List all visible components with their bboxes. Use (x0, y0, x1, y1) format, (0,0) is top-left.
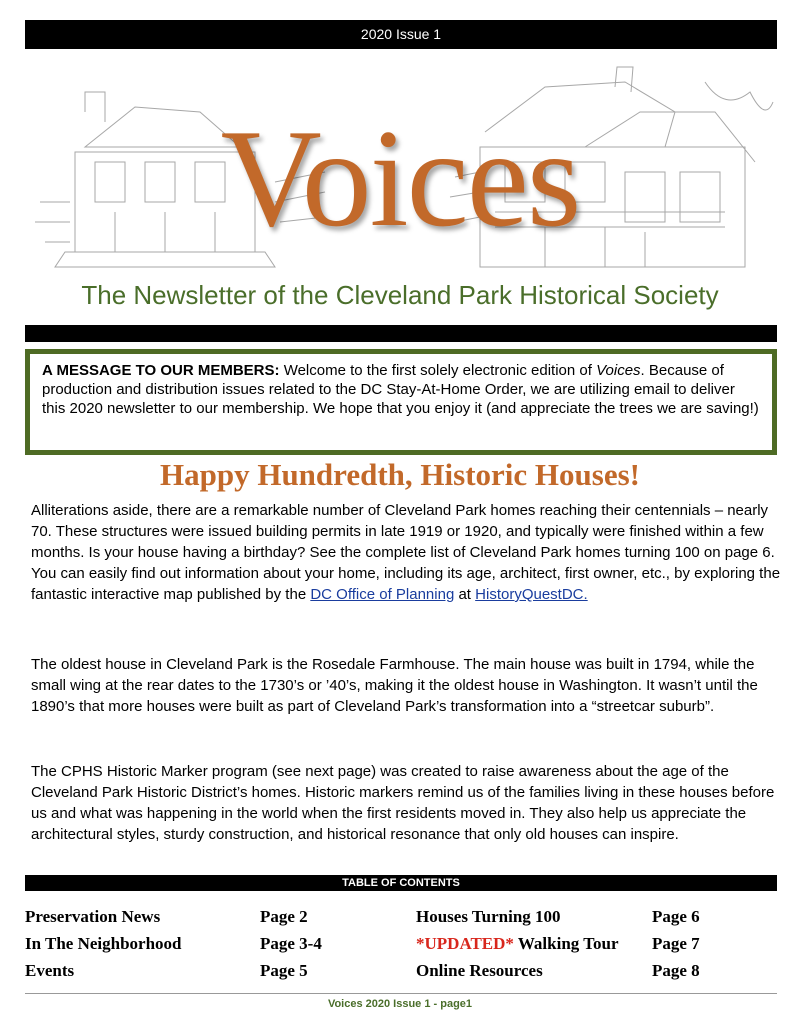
message-text-italic: Voices (596, 362, 641, 379)
article-paragraph-2: The oldest house in Cleveland Park is the Rosedale Farmhouse. The main house was built in 1794, while the small wing at the rear dates to the 1730’s or ’40’s, making it the oldest house in Washington. It wasn’t until the 1890’s that more houses were built as part of Cleveland Park’s transformation into a “streetcar suburb”. (31, 656, 758, 715)
toc-item-page: Page 8 (652, 961, 700, 980)
masthead-subtitle: The Newsletter of the Cleveland Park Historical Society (81, 280, 719, 310)
historyquestdc-link[interactable]: HistoryQuestDC. (475, 586, 588, 603)
toc-item-page: Page 7 (652, 934, 700, 953)
article-paragraph-3: The CPHS Historic Marker program (see next page) was created to raise awareness about the age of the Cleveland Park Historic District’s homes. Historic markers remind us of the families living in these houses before us and what was happening in the world when the first residents moved in. They also help us appreciate the architectural styles, sturdy construction, and historical resonance that only old houses can inspire. (31, 763, 775, 843)
toc-item-title: Online Resources (416, 961, 543, 980)
toc-item-page: Page 3-4 (260, 934, 322, 953)
message-text-start: Welcome to the first solely electronic edition of (283, 362, 592, 379)
toc-item-title (416, 933, 619, 955)
issue-banner (25, 20, 777, 49)
footer-divider (25, 993, 777, 994)
article-headline: Happy Hundredth, Historic Houses! (159, 457, 640, 492)
article-paragraph-1 (31, 500, 781, 605)
message-heading: A MESSAGE TO OUR MEMBERS: (42, 362, 280, 379)
message-text-end: . Because of production and distribution issues related to the DC Stay-At-Home Order, we are utilizing email to deliver this 2020 newsletter to our membership. We hope that you enjoy it (and appreciate the trees we are saving!) (42, 362, 759, 417)
toc-item-page: Page 2 (260, 907, 308, 926)
toc-item-page: Page 6 (652, 907, 700, 926)
masthead-title: Voices (220, 101, 580, 256)
toc-item-title: In The Neighborhood (25, 934, 182, 953)
toc-item-title-text: Walking Tour (517, 934, 619, 953)
divider-bar (25, 325, 777, 342)
toc-item-page: Page 5 (260, 961, 308, 980)
updated-badge: *UPDATED* (416, 934, 514, 953)
toc-item-title: Events (25, 961, 75, 980)
page-footer: Voices 2020 Issue 1 - page1 (327, 998, 473, 1010)
dc-office-of-planning-link[interactable]: DC Office of Planning (310, 586, 455, 603)
table-of-contents-header: TABLE OF CONTENTS (25, 875, 777, 891)
toc-item-title: Preservation News (25, 907, 161, 926)
issue-label: 2020 Issue 1 (360, 26, 442, 42)
paragraph-1-text: Alliterations aside, there are a remarkable number of Cleveland Park homes reaching their centennials – nearly 70. These structures were issued building permits in late 1919 or 1920, and typically were finished within a few months. Is your house having a birthday? See the complete list of Cleveland Park homes turning 100 on page 6. You can easily find out information about your home, including its age, architect, first owner, etc., by exploring the fantastic interactive map published by the (31, 502, 781, 603)
toc-item-title: Houses Turning 100 (416, 907, 561, 926)
paragraph-1-connector: at (458, 586, 471, 603)
member-message-box (25, 349, 777, 455)
